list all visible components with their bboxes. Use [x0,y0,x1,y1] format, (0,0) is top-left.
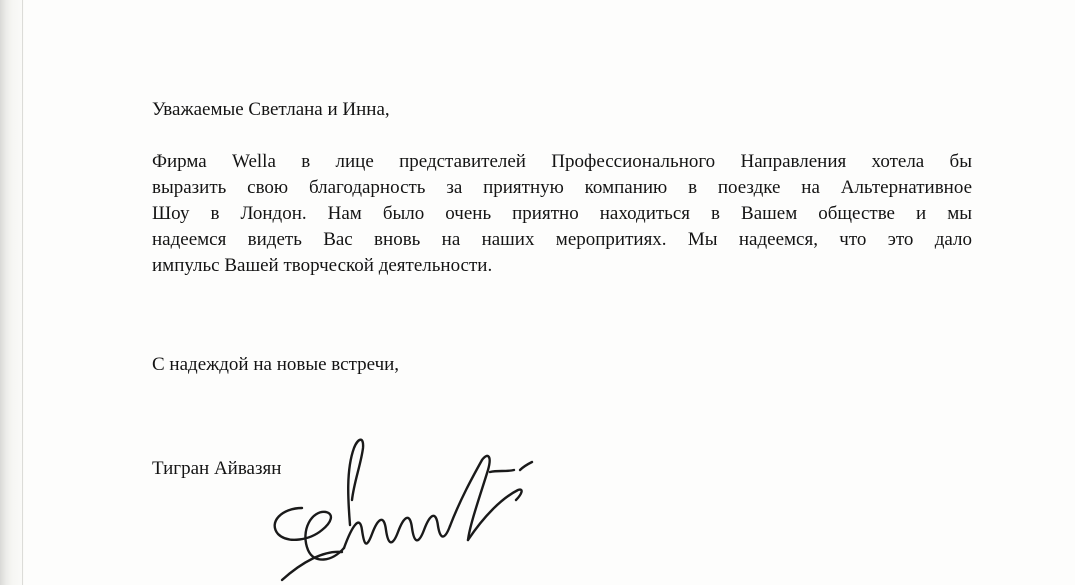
letter-greeting: Уважаемые Светлана и Инна, [152,99,390,120]
letter-body-line: выразить свою благодарность за приятную компанию в поездке на Альтернативное [152,177,972,198]
letter-body-line: Шоу в Лондон. Нам было очень приятно находиться в Вашем обществе и мы [152,203,972,224]
scan-left-edge [0,0,24,585]
letter-body [152,149,972,279]
handwritten-signature [262,430,562,585]
scan-edge-line [22,0,23,585]
letter-body-line: Фирма Wella в лице представителей Профессионального Направления хотела бы [152,151,972,172]
letter-body-line: надеемся видеть Вас вновь на наших меропритиях. Мы надеемся, что это дало [152,229,972,250]
letter-closing: С надеждой на новые встречи, [152,354,400,375]
letter-body-line: импульс Вашей творческой деятельности. [152,255,493,276]
signer-name: Тигран Айвазян [152,458,282,479]
